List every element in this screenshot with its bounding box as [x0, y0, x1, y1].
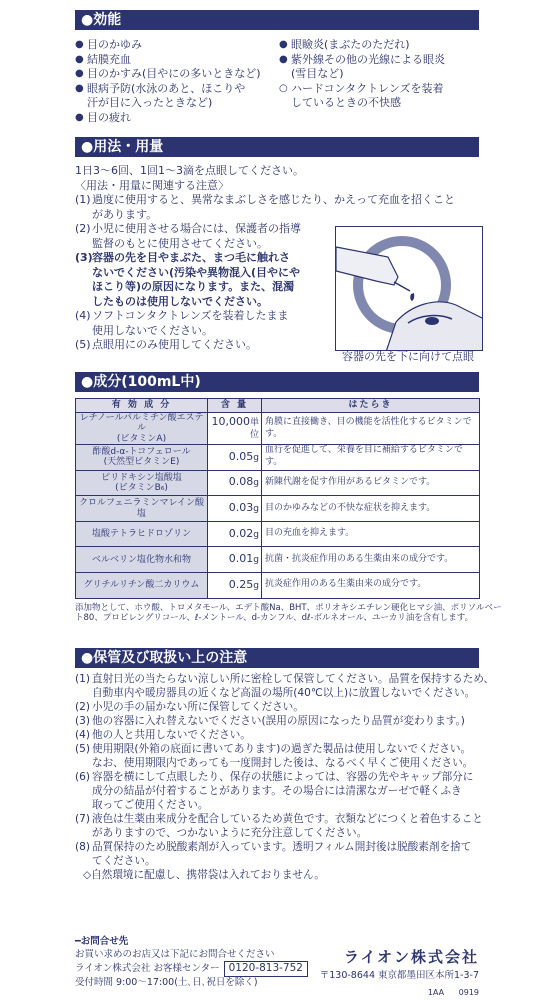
- note-line: 使用しないでください。: [92, 323, 213, 337]
- note-line: ほこり等)の原因になります。また、混濁: [92, 280, 295, 294]
- note-number: (5): [75, 338, 91, 352]
- note-line: 自動車内や暖房器具の近くなど高温の場所(40℃以上)に放置しないでください。: [92, 686, 476, 699]
- bullet-icon: [279, 67, 291, 82]
- amount-value: 0.02: [228, 526, 254, 540]
- amount-value: 0.25: [228, 577, 254, 591]
- note-line: 取ってご使用ください。: [92, 798, 209, 811]
- effect-item: [75, 38, 275, 53]
- note-number: (3): [75, 714, 91, 727]
- amount-unit: g: [253, 452, 259, 463]
- effects-title: ●効能: [81, 11, 122, 28]
- table-row: [76, 470, 480, 496]
- ingredient-function: 目の充血を抑えます。: [262, 521, 480, 547]
- bullet-icon: ●: [75, 68, 84, 80]
- numbered-note: [75, 743, 479, 771]
- effect-item: [279, 38, 479, 53]
- ingredient-name-line: (天然型ビタミンE): [103, 457, 180, 468]
- note-line: 他の容器に入れ替えないでください(誤用の原因になったり品質が変わります。): [92, 714, 465, 727]
- note-number: (2): [75, 700, 91, 713]
- ingredient-amount: [208, 413, 262, 445]
- table-row: [76, 496, 480, 522]
- ingredient-name: [76, 413, 208, 445]
- header-amount: 含 量: [208, 399, 262, 413]
- ingredient-name-line: 酢酸d-α-トコフェロール: [92, 446, 191, 457]
- bullet-icon: ○: [279, 82, 288, 94]
- note-line: があります。: [92, 207, 158, 221]
- effect-item: [75, 53, 275, 68]
- bullet-icon: [75, 96, 87, 111]
- effect-text: (雪目など): [291, 67, 344, 81]
- ingredient-name: [76, 445, 208, 471]
- reception-hours: 受付時間 9:00～17:00(土､日､祝日を除く): [75, 976, 258, 988]
- numbered-note: [75, 715, 479, 729]
- amount-unit: g: [253, 504, 259, 515]
- note-number: (7): [75, 812, 91, 825]
- inquiry-title: ━お問合せ先: [75, 936, 129, 947]
- note-number: (1): [75, 673, 91, 685]
- ingredient-function: 抗炎症作用のある生薬由来の成分です。: [262, 573, 480, 599]
- amount-unit: g: [253, 478, 259, 489]
- effect-text: 結膜充血: [87, 52, 131, 66]
- amount-unit: g: [253, 529, 259, 540]
- note-number: (6): [75, 770, 91, 783]
- related-notes-header: 〈用法・用量に関連する注意〉: [75, 178, 229, 192]
- storage-header: [75, 648, 479, 668]
- note-line: したものは使用しないでください。: [92, 294, 268, 308]
- effect-item: [75, 82, 275, 97]
- usage-title: ●用法・用量: [81, 138, 164, 155]
- amount-unit: g: [253, 580, 259, 591]
- ingredient-function: 目のかゆみなどの不快な症状を抑えます。: [262, 496, 480, 522]
- note-line: 成分の結晶が付着することがあります。その場合には清潔なガーゼで軽くふき: [92, 784, 462, 797]
- effect-text: 眼瞼炎(まぶたのただれ): [291, 38, 410, 51]
- ingredients-block: [75, 398, 502, 623]
- company-address: 〒130-8644 東京都墨田区本所1-3-7: [319, 970, 479, 981]
- note-line: 点眼用にのみ使用してください。: [92, 338, 257, 352]
- effect-text: 紫外線その他の光線による眼炎: [291, 52, 445, 66]
- note-line: てください。: [92, 854, 156, 867]
- ingredients-header: [75, 372, 479, 392]
- effect-text: 目のかゆみ: [87, 38, 142, 51]
- ingredient-amount: [208, 547, 262, 573]
- bullet-icon: ●: [75, 39, 84, 50]
- note-line: 品質保持のため脱酸素剤が入っています。透明フィルム開封後は脱酸素剤を捨て: [92, 840, 472, 853]
- effect-text: 目の疲れ: [87, 110, 131, 124]
- effects-left-column: [75, 38, 275, 125]
- table-row: [76, 521, 480, 547]
- bullet-icon: ●: [75, 53, 84, 65]
- header-function: はたらき: [262, 399, 480, 413]
- table-row: [76, 413, 480, 445]
- storage-notes: [75, 673, 495, 869]
- effect-item: [279, 82, 479, 97]
- illustration-caption: 容器の先を下に向けて点眼: [342, 350, 474, 363]
- note-line: 小児に使用させる場合には、保護者の指導: [92, 222, 301, 236]
- bullet-icon: ●: [75, 111, 84, 123]
- note-line: ないでください(汚染や異物混入(目やにや: [92, 265, 301, 279]
- note-line: 容器の先を目やまぶた、まつ毛に触れさ: [92, 251, 290, 265]
- amount-value: 0.05: [228, 449, 254, 463]
- note-line: 過度に使用すると、異常なまぶしさを感じたり、かえって充血を招くこと: [92, 193, 455, 207]
- ingredient-amount: [208, 445, 262, 471]
- additives-text: [75, 602, 502, 624]
- note-number: (8): [75, 840, 91, 853]
- ingredient-name: [76, 521, 208, 547]
- effect-item: [75, 111, 275, 126]
- ingredient-name-line: (ビタミンA): [116, 433, 167, 444]
- ingredient-name-line: ピリドキシン塩酸塩: [101, 472, 182, 483]
- amount-unit: g: [253, 555, 259, 566]
- note-number: (4): [75, 728, 91, 741]
- effect-item: [279, 96, 479, 111]
- numbered-note: [75, 193, 479, 222]
- eyedrop-illustration-icon: [336, 227, 483, 351]
- effect-item: [279, 67, 479, 82]
- bullet-icon: ●: [279, 39, 288, 50]
- effects-list: [75, 38, 479, 125]
- effect-text: 眼病予防(水泳のあと、ほこりや: [87, 81, 246, 95]
- dosage-text: 1日3～6回、1回1～3滴を点眼してください。: [75, 164, 304, 177]
- inquiry-instruction: お買い求めのお店又は下記にお問合せください: [75, 948, 275, 960]
- numbered-note: [75, 812, 483, 841]
- note-line: 直射日光の当たらない涼しい所に密栓して保管してください。品質を保持するため、: [92, 673, 495, 685]
- ingredient-name-line: グリチルリチン酸二カリウム: [83, 580, 200, 591]
- note-number: (3): [75, 251, 93, 265]
- amount-value: 0.08: [228, 475, 254, 489]
- ingredient-function: 角膜に直接働き、目の機能を活性化するビタミンです。: [262, 413, 480, 445]
- numbered-note: [75, 701, 479, 715]
- footer: [75, 936, 479, 997]
- ingredient-name: [76, 547, 208, 573]
- print-code: 1AA: [427, 988, 445, 997]
- effects-header: [75, 10, 479, 30]
- ingredient-amount: [208, 521, 262, 547]
- ingredient-name-line: (ビタミンB₆): [115, 482, 168, 493]
- ingredient-name: [76, 496, 208, 522]
- ingredient-name-line: 塩酸テトラヒドロゾリン: [91, 528, 191, 539]
- ingredient-amount: [208, 573, 262, 599]
- effect-text: 汗が目に入ったときなど): [87, 96, 213, 110]
- storage-body: [75, 673, 495, 883]
- ingredient-amount: [208, 496, 262, 522]
- ingredient-name: [76, 470, 208, 496]
- amount-value: 0.03: [228, 501, 254, 515]
- effect-text: 目のかすみ(目やにの多いときなど): [87, 67, 261, 81]
- ingredient-amount: [208, 470, 262, 496]
- effect-item: [75, 96, 275, 111]
- ingredient-function: 新陳代謝を促す作用があるビタミンです。: [262, 470, 480, 496]
- ingredient-function: 血行を促進して、栄養を目に補給するビタミンです。: [262, 445, 480, 471]
- note-line: ソフトコンタクトレンズを装着したまま: [92, 309, 289, 323]
- amount-value: 10,000: [211, 415, 250, 429]
- table-row: [76, 445, 480, 471]
- note-number: (4): [75, 309, 91, 323]
- note-line: 液色は生薬由来成分を配合しているため黄色です。衣類などにつくと着色すること: [92, 812, 483, 825]
- note-line: なお、使用期限内であっても一度開封した後は、なるべく早くご使用ください。: [92, 756, 474, 769]
- additives-line: 添加物として、ホウ酸、トロメタモール、エデト酸Na、BHT、ポリオキシエチレン硬化ヒマシ油、ポリソルベー: [75, 602, 502, 613]
- bullet-icon: ●: [75, 82, 84, 94]
- numbered-note: [75, 729, 479, 743]
- ingredients-title: ●成分(100mL中): [81, 373, 201, 390]
- effect-item: [279, 53, 479, 68]
- note-number: (2): [75, 222, 91, 236]
- eco-note: ◇自然環境に配慮し、携帯袋は入れておりません。: [83, 868, 325, 881]
- effect-text: ハードコンタクトレンズを装着: [291, 81, 444, 95]
- ingredient-name: [76, 573, 208, 599]
- ingredient-name-line: ベルベリン塩化物水和物: [91, 554, 191, 565]
- ingredient-function: 抗菌・抗炎症作用のある生薬由来の成分です。: [262, 547, 480, 573]
- phone-number: 0120-813-752: [224, 961, 308, 977]
- effect-text: しているときの不快感: [291, 96, 401, 110]
- amount-value: 0.01: [228, 552, 254, 566]
- note-line: 監督のもとに使用させてください。: [92, 236, 268, 250]
- ingredients-table: [75, 398, 480, 599]
- customer-center-label: ライオン株式会社 お客様センター: [75, 962, 220, 974]
- header-ingredient: 有 効 成 分: [76, 399, 208, 413]
- numbered-note: [75, 771, 479, 813]
- additives-line: ト80、プロピレングリコール、ℓ-メントール、d-カンフル、dℓ-ボルネオール、ユーカリ油を含有します。: [75, 612, 474, 623]
- note-number: (5): [75, 742, 91, 755]
- table-row: [76, 547, 480, 573]
- numbered-note: [75, 673, 495, 701]
- company-name: ライオン株式会社: [343, 948, 479, 966]
- ingredients-table-header: [76, 399, 480, 413]
- note-number: (1): [75, 193, 91, 207]
- effect-item: [75, 67, 275, 82]
- ingredient-name-line: クロルフェニラミンマレイン酸塩: [78, 498, 205, 519]
- bullet-icon: [279, 96, 291, 111]
- amount-unit: 単位: [249, 418, 259, 441]
- note-line: 他の人と共用しないでください。: [92, 728, 251, 741]
- storage-title: ●保管及び取扱い上の注意: [81, 649, 248, 666]
- numbered-note: [75, 841, 479, 869]
- eyedrop-illustration: [335, 226, 483, 351]
- usage-header: [75, 137, 479, 157]
- date-code: 0919: [458, 988, 479, 997]
- note-line: 使用期限(外箱の底面に書いてあります)の過ぎた製品は使用しないでください。: [92, 742, 472, 755]
- effects-right-column: [275, 38, 479, 125]
- note-line: 容器を横にして点眼したり、保存の状態によっては、容器の先やキャップ部分に: [92, 770, 474, 783]
- table-row: [76, 573, 480, 599]
- bullet-icon: ●: [279, 53, 288, 65]
- note-line: がありますので、つかないように充分注意してください。: [92, 826, 368, 839]
- note-line: 小児の手の届かない所に保管してください。: [92, 700, 304, 713]
- ingredient-name-line: レチノールパルミチン酸エステル: [79, 413, 204, 434]
